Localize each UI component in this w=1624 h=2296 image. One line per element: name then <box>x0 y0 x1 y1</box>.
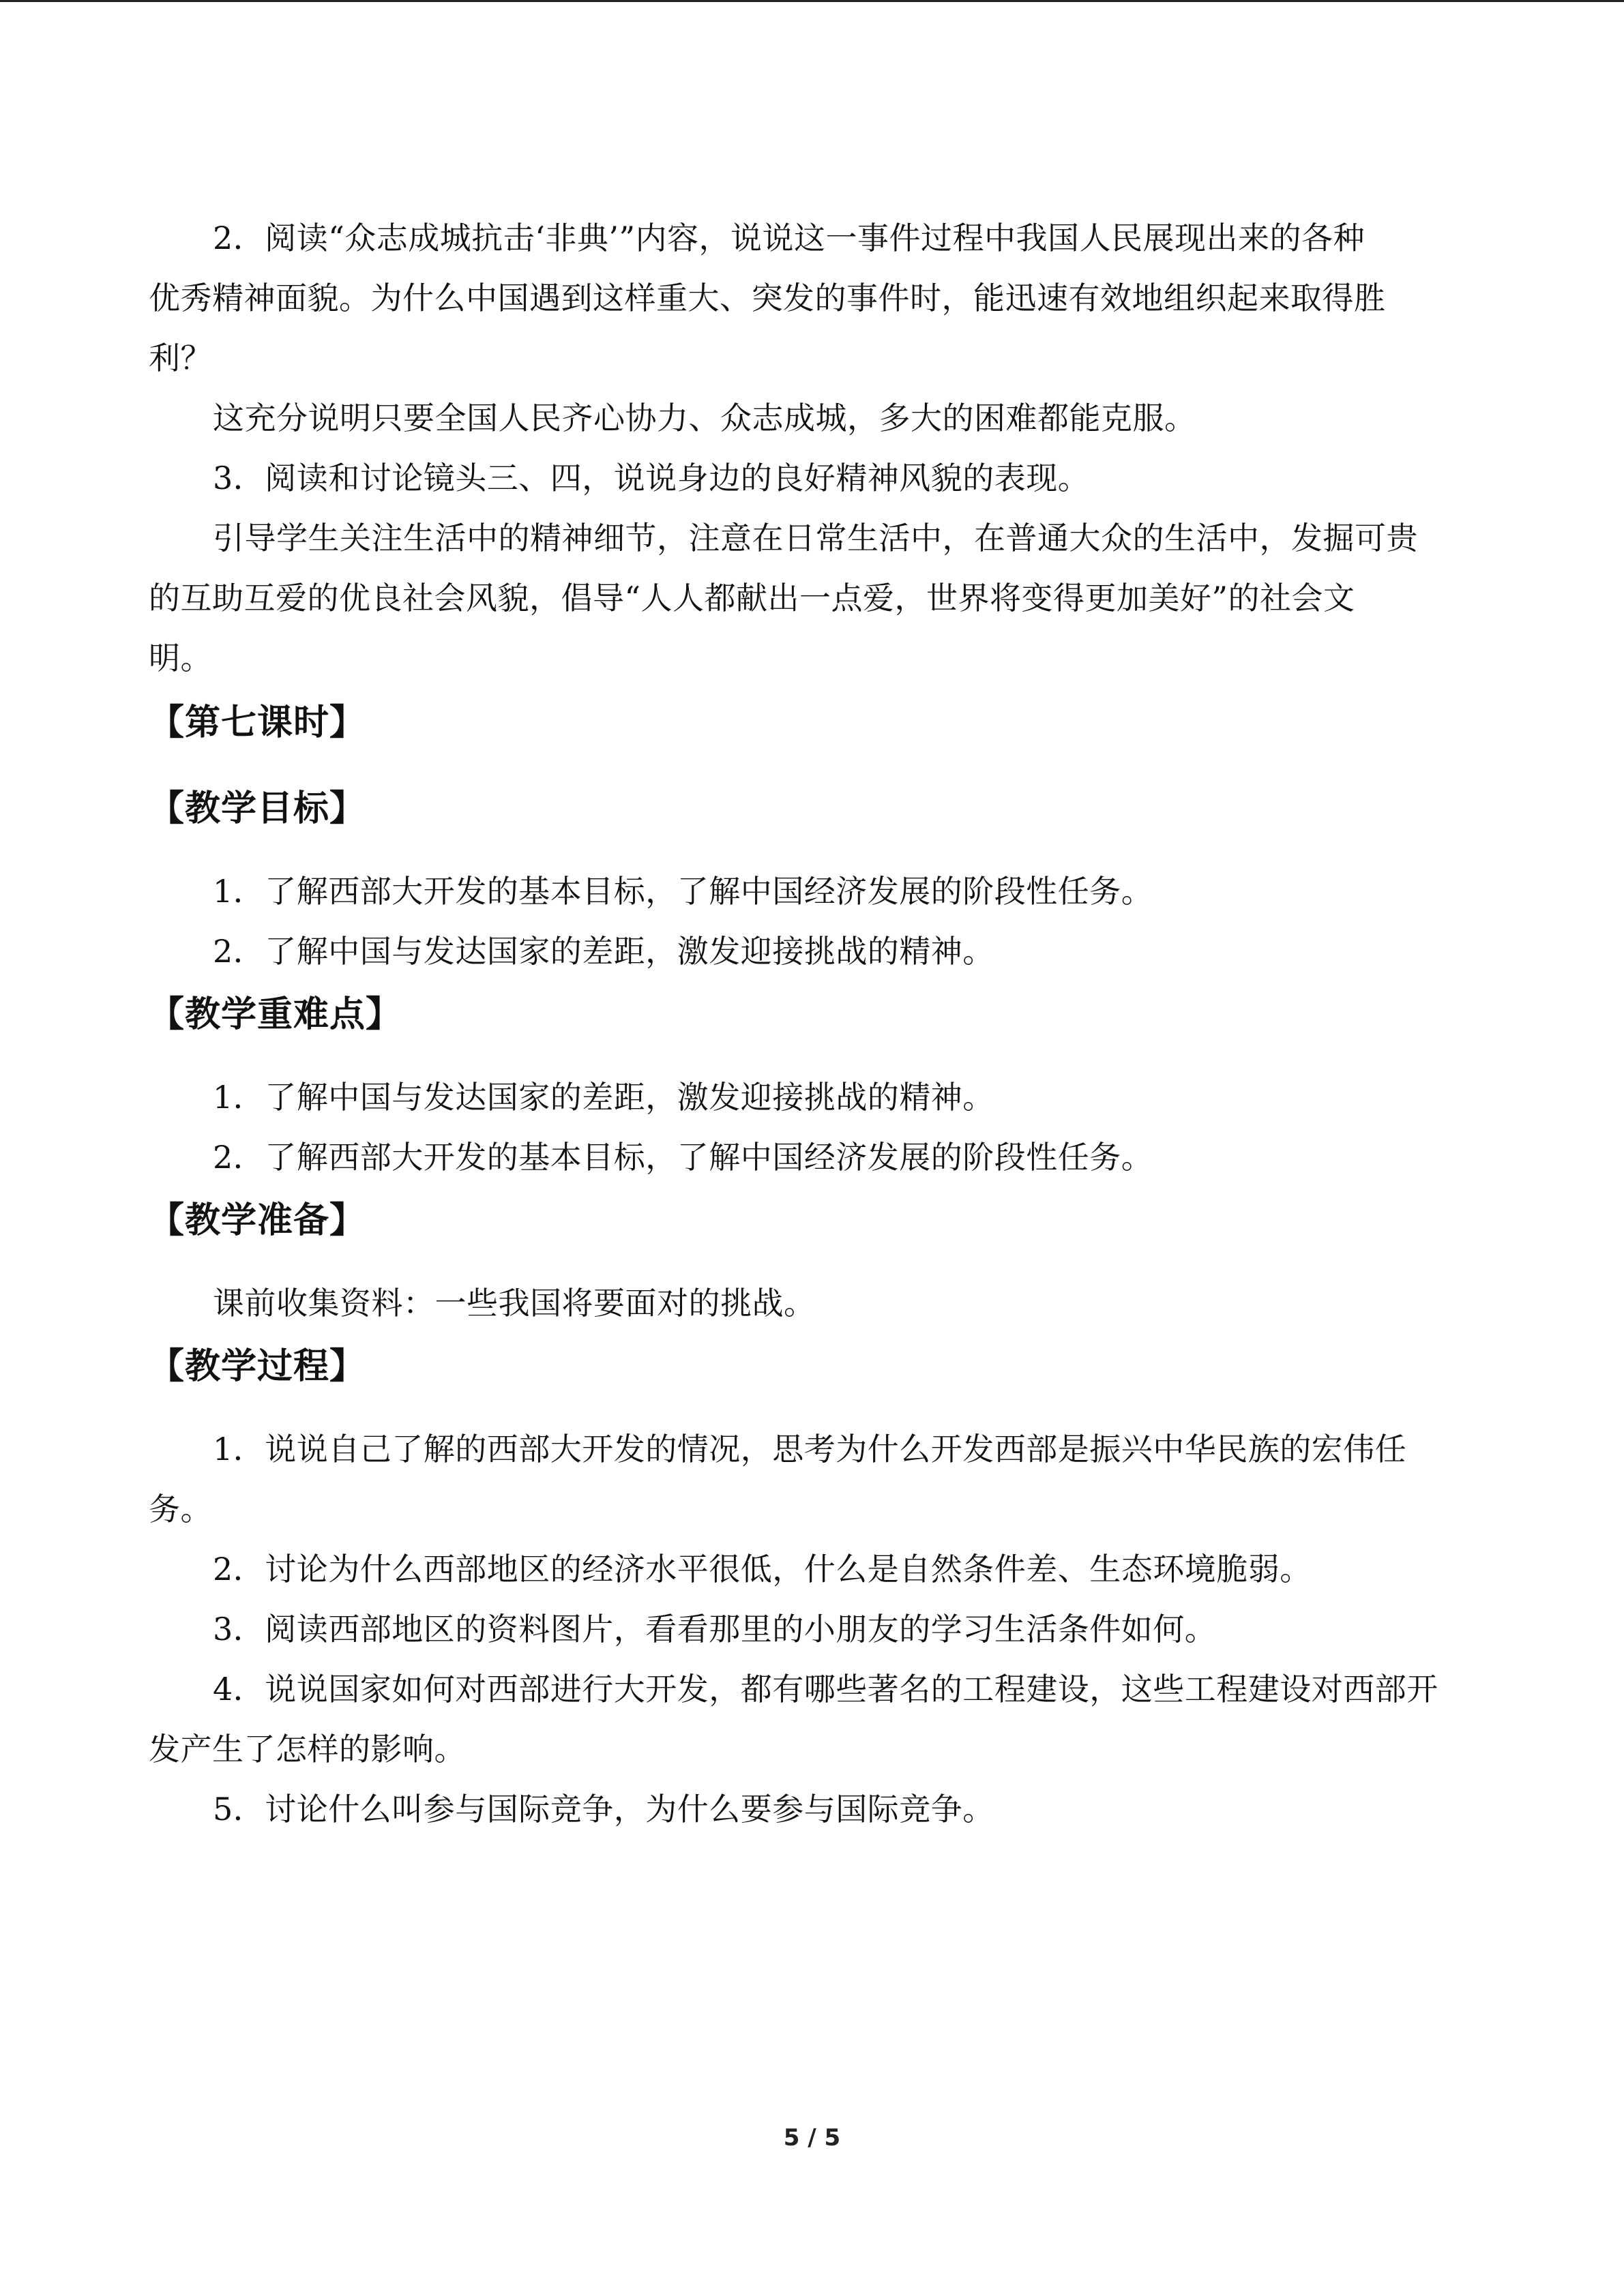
section-heading-preparation: 【教学准备】 <box>149 1200 366 1241</box>
process-item: 发产生了怎样的影响。 <box>149 1731 466 1768</box>
key-point-item: 1．了解中国与发达国家的差距，激发迎接挑战的精神。 <box>213 1079 994 1116</box>
paragraph-line: 3．阅读和讨论镜头三、四，说说身边的良好精神风貌的表现。 <box>213 460 1090 496</box>
process-item: 1．说说自己了解的西部大开发的情况，思考为什么开发西部是振兴中华民族的宏伟任 <box>213 1431 1407 1467</box>
paragraph-line: 引导学生关注生活中的精神细节，注意在日常生活中，在普通大众的生活中，发掘可贵 <box>213 520 1418 556</box>
section-heading-goals: 【教学目标】 <box>149 788 366 829</box>
goal-item: 2．了解中国与发达国家的差距，激发迎接挑战的精神。 <box>213 933 994 970</box>
goal-item: 1．了解西部大开发的基本目标，了解中国经济发展的阶段性任务。 <box>213 873 1153 910</box>
process-item: 2．讨论为什么西部地区的经济水平很低，什么是自然条件差、生态环境脆弱。 <box>213 1551 1312 1587</box>
preparation-text: 课前收集资料：一些我国将要面对的挑战。 <box>213 1285 816 1322</box>
paragraph-line: 2．阅读“众志成城抗击‘非典’”内容，说说这一事件过程中我国人民展现出来的各种 <box>213 220 1365 256</box>
process-item: 务。 <box>149 1491 212 1527</box>
paragraph-line: 这充分说明只要全国人民齐心协力、众志成城，多大的困难都能克服。 <box>213 400 1196 436</box>
paragraph-line: 的互助互爱的优良社会风貌，倡导“人人都献出一点爱，世界将变得更加美好”的社会文 <box>149 580 1355 616</box>
section-heading-key-points: 【教学重难点】 <box>149 994 402 1035</box>
section-heading-lesson: 【第七课时】 <box>149 702 366 743</box>
paragraph-line: 明。 <box>149 640 212 676</box>
paragraph-line: 利？ <box>149 340 212 376</box>
key-point-item: 2．了解西部大开发的基本目标，了解中国经济发展的阶段性任务。 <box>213 1139 1153 1176</box>
process-item: 4．说说国家如何对西部进行大开发，都有哪些著名的工程建设，这些工程建设对西部开 <box>213 1671 1438 1708</box>
paragraph-line: 优秀精神面貌。为什么中国遇到这样重大、突发的事件时，能迅速有效地组织起来取得胜 <box>149 280 1386 316</box>
page-number: 5 / 5 <box>783 2124 841 2151</box>
section-heading-process: 【教学过程】 <box>149 1346 366 1387</box>
process-item: 5．讨论什么叫参与国际竞争，为什么要参与国际竞争。 <box>213 1791 994 1828</box>
process-item: 3．阅读西部地区的资料图片，看看那里的小朋友的学习生活条件如何。 <box>213 1611 1217 1648</box>
